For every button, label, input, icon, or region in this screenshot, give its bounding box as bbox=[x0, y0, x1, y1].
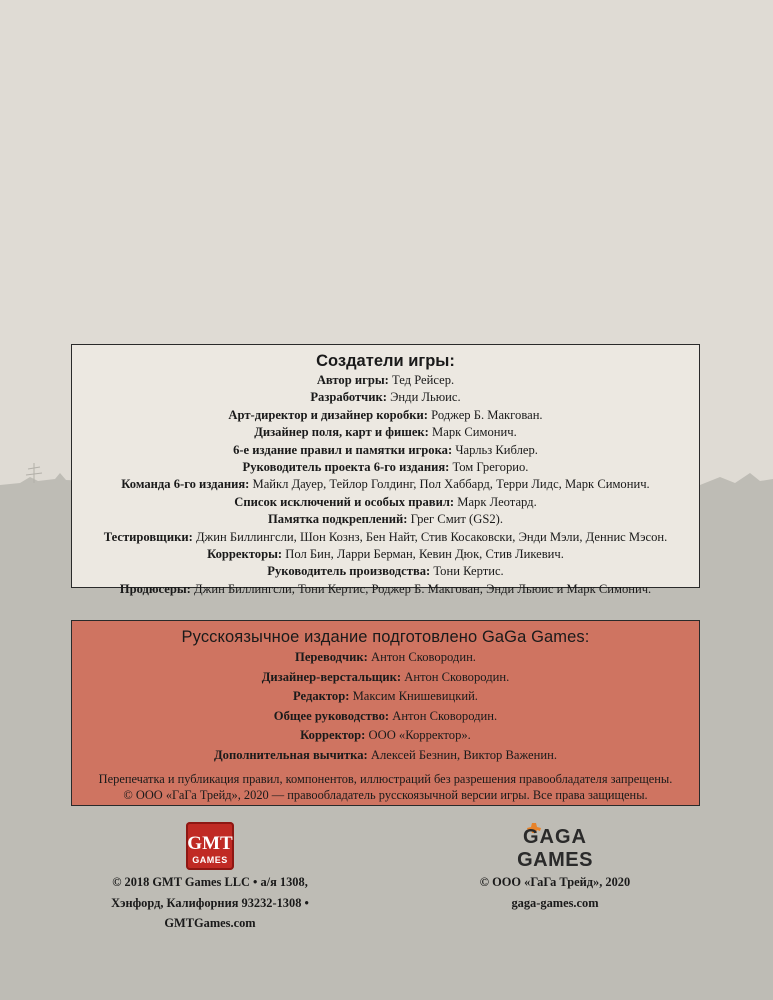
credit-label: Памятка подкреплений: bbox=[267, 512, 408, 527]
credit-value: ООО «Корректор». bbox=[368, 728, 471, 743]
credit-value: Чарльз Киблер. bbox=[455, 442, 538, 457]
legal-line-2: © ООО «ГаГа Трейд», 2020 — правообладатель русскоязычной версии игры. Все права защищены. bbox=[123, 787, 648, 802]
credit-value: Марк Леотард. bbox=[457, 494, 537, 509]
gaga-games-logo bbox=[514, 822, 596, 870]
credit-value: Майкл Дауер, Тейлор Голдинг, Пол Хаббард, Терри Лидс, Марк Симонич. bbox=[252, 477, 650, 492]
credit-line bbox=[72, 511, 699, 528]
credit-label: Корректоры: bbox=[207, 547, 283, 562]
credit-label: Продюсеры: bbox=[119, 581, 191, 596]
credit-label: Разработчик: bbox=[310, 390, 387, 405]
credit-value: Джин Биллингсли, Тони Кертис, Роджер Б. Макгован, Энди Льюис и Марк Симонич. bbox=[194, 581, 652, 596]
credit-value: Грег Смит (GS2). bbox=[410, 512, 503, 527]
credit-value: Пол Бин, Ларри Берман, Кевин Дюк, Стив Ликевич. bbox=[285, 547, 564, 562]
gaga-logo-text-bottom: GAMES bbox=[517, 849, 593, 870]
credit-line bbox=[72, 529, 699, 546]
credit-label: Арт-директор и дизайнер коробки: bbox=[228, 407, 428, 422]
gmt-address-line-1: © 2018 GMT Games LLC • а/я 1308, bbox=[112, 875, 308, 889]
credit-value: Максим Книшевицкий. bbox=[352, 689, 478, 704]
gaga-copyright: © ООО «ГаГа Трейд», 2020 bbox=[479, 875, 631, 889]
gmt-address-line-2: Хэнфорд, Калифорния 93232-1308 • bbox=[111, 895, 309, 910]
credit-line bbox=[72, 476, 699, 493]
credit-value: Тони Кертис. bbox=[433, 564, 504, 579]
gaga-publisher-block bbox=[440, 822, 670, 913]
credits-box bbox=[71, 344, 700, 596]
credit-line bbox=[72, 563, 699, 580]
credit-line bbox=[72, 546, 699, 563]
credit-label: Автор игры: bbox=[316, 373, 389, 387]
credit-line bbox=[72, 424, 699, 441]
credit-label: Общее руководство: bbox=[273, 708, 390, 723]
credit-label: Дополнительная вычитка: bbox=[214, 747, 368, 762]
credit-line bbox=[72, 442, 699, 459]
credit-value: Марк Симонич. bbox=[432, 425, 517, 440]
russian-edition-title: Русскоязычное издание подготовлено GaGa Games: bbox=[181, 628, 590, 646]
credit-label: Редактор: bbox=[293, 689, 350, 704]
credit-value: Том Грегорио. bbox=[452, 460, 529, 475]
credit-label: Дизайнер-верстальщик: bbox=[261, 669, 402, 684]
legal-line-1: Перепечатка и публикация правил, компонентов, иллюстраций без разрешения правообладателя запрещены. bbox=[98, 771, 673, 786]
credit-line bbox=[72, 746, 699, 766]
credit-label: 6-е издание правил и памятки игрока: bbox=[233, 442, 453, 457]
gaga-website: gaga-games.com bbox=[511, 895, 599, 910]
credit-line bbox=[72, 494, 699, 511]
credit-label: Переводчик: bbox=[295, 650, 368, 664]
gmt-logo-text-top: GMT bbox=[187, 833, 233, 854]
credit-line bbox=[72, 648, 699, 668]
credit-label: Тестировщики: bbox=[103, 529, 193, 544]
legal-notice bbox=[72, 771, 699, 803]
credit-value: Джин Биллингсли, Шон Кознз, Бен Найт, Стив Косаковски, Энди Мэли, Деннис Мэсон. bbox=[195, 529, 668, 544]
credit-line bbox=[72, 687, 699, 707]
credit-value: Роджер Б. Макгован. bbox=[431, 407, 543, 422]
gaga-logo-text-top: GAGA bbox=[523, 826, 587, 848]
gmt-logo-text-bottom: GAMES bbox=[192, 855, 228, 865]
credit-label: Корректор: bbox=[300, 728, 366, 743]
credit-label: Команда 6-го издания: bbox=[121, 477, 250, 492]
credit-line bbox=[72, 407, 699, 424]
russian-edition-box bbox=[71, 620, 700, 806]
credit-line bbox=[72, 459, 699, 476]
credit-line bbox=[72, 668, 699, 688]
gmt-publisher-block bbox=[90, 822, 330, 934]
credit-label: Список исключений и особых правил: bbox=[234, 494, 455, 509]
credit-label: Дизайнер поля, карт и фишек: bbox=[254, 425, 429, 440]
credit-value: Антон Сковородин. bbox=[371, 650, 476, 664]
credit-value: Антон Сковородин. bbox=[404, 669, 510, 684]
credit-line bbox=[72, 726, 699, 746]
credit-label: Руководитель проекта 6-го издания: bbox=[242, 460, 450, 475]
credit-value: Энди Льюис. bbox=[390, 390, 461, 405]
credit-value: Алексей Безнин, Виктор Важенин. bbox=[370, 747, 557, 762]
credit-line bbox=[72, 707, 699, 727]
credit-value: Тед Рейсер. bbox=[392, 373, 455, 387]
credit-label: Руководитель производства: bbox=[267, 564, 431, 579]
credit-value: Антон Сковородин. bbox=[392, 708, 498, 723]
gmt-games-logo bbox=[186, 822, 234, 870]
gmt-website: GMTGames.com bbox=[164, 916, 256, 930]
credit-line bbox=[72, 372, 699, 389]
credit-line bbox=[72, 581, 699, 598]
credits-title: Создатели игры: bbox=[316, 352, 455, 370]
credit-line bbox=[72, 389, 699, 406]
